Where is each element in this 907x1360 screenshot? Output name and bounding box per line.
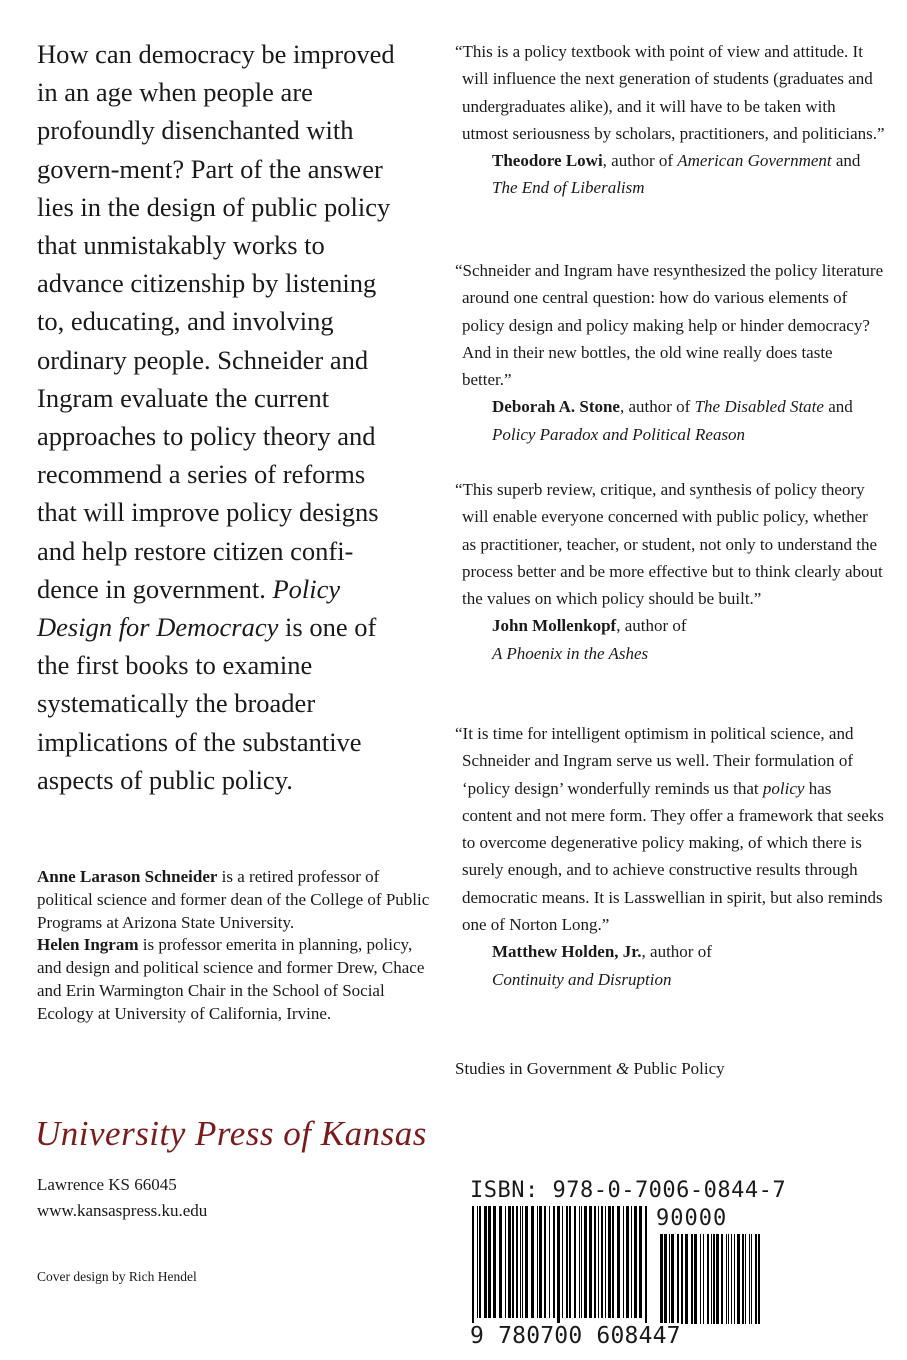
barcode-addon-bar bbox=[742, 1234, 744, 1324]
barcode-bar bbox=[634, 1206, 637, 1318]
barcode-addon-bar bbox=[716, 1234, 719, 1324]
author-bio bbox=[37, 934, 437, 1025]
publisher-url: www.kansaspress.ku.edu bbox=[37, 1201, 208, 1220]
endorser-work: The Disabled State bbox=[694, 397, 824, 417]
endorsement-quote bbox=[455, 257, 885, 448]
barcode-icon bbox=[470, 1206, 770, 1326]
addon-number: 90000 bbox=[656, 1206, 728, 1231]
series-text: Public Policy bbox=[629, 1059, 725, 1078]
barcode-addon-bar bbox=[703, 1234, 704, 1324]
barcode-bar bbox=[516, 1206, 518, 1318]
barcode-bar bbox=[645, 1206, 647, 1324]
endorser-work: Policy Paradox and Political Reason bbox=[492, 424, 746, 444]
endorsement-quote bbox=[455, 476, 885, 667]
attribution-text: , author of bbox=[602, 151, 678, 171]
quote-text: “This superb review, critique, and synthesis of policy theory will enable everyone concerned with public policy, whether as practitioner, teacher, or student, not only to understand the process better and be more effective but to think clearly about the values on which policy should be built.” bbox=[455, 480, 883, 609]
barcode-bar bbox=[594, 1206, 596, 1318]
barcode-addon-bar bbox=[685, 1234, 688, 1324]
author-name: Anne Larason Schneider bbox=[37, 867, 218, 886]
barcode-bar bbox=[522, 1206, 523, 1318]
barcode-addon-bar bbox=[677, 1234, 679, 1324]
barcode-addon-bar bbox=[734, 1234, 735, 1324]
barcode-bar bbox=[537, 1206, 538, 1318]
author-bio-text: is professor emerita in planning, policy, and design and political science and former Drew, Chace and Erin Warmington Chair in the School of Social Ecology at University of California, Irvine. bbox=[37, 935, 425, 1023]
barcode-bar bbox=[493, 1206, 496, 1318]
attribution-text: and bbox=[823, 397, 853, 417]
publisher-address bbox=[37, 1172, 207, 1224]
barcode-bar bbox=[569, 1206, 571, 1318]
attribution-text: , author of bbox=[616, 616, 687, 636]
barcode-addon-bar bbox=[728, 1234, 729, 1324]
barcode-addon-bar bbox=[758, 1234, 760, 1324]
barcode-bar bbox=[626, 1206, 629, 1318]
barcode-bar bbox=[499, 1206, 502, 1318]
barcode-bar bbox=[605, 1206, 606, 1318]
endorser-name: Matthew Holden, Jr. bbox=[492, 942, 642, 962]
endorser-name: Deborah A. Stone bbox=[492, 397, 620, 417]
quote-attribution bbox=[455, 938, 885, 993]
blurb-paragraph bbox=[37, 35, 405, 799]
barcode-bar bbox=[553, 1206, 555, 1318]
publisher-city: Lawrence KS 66045 bbox=[37, 1175, 177, 1194]
barcode-bar bbox=[623, 1206, 624, 1318]
isbn-label: ISBN: 978-0-7006-0844-7 bbox=[470, 1178, 787, 1203]
author-name: Helen Ingram bbox=[37, 935, 139, 955]
barcode-addon-bar bbox=[749, 1234, 750, 1324]
barcode-bar bbox=[477, 1206, 478, 1318]
author-bio-text: is a retired professor of political science and former dean of the College of Public Programs at Arizona State University. bbox=[37, 867, 430, 932]
barcode-bar bbox=[566, 1206, 568, 1318]
barcode-bar bbox=[631, 1206, 632, 1318]
barcode-addon-bar bbox=[713, 1234, 715, 1324]
attribution-text: , author of bbox=[641, 942, 712, 962]
barcode-bar bbox=[584, 1206, 587, 1318]
barcode-bar bbox=[544, 1206, 546, 1318]
barcode-bar bbox=[557, 1206, 560, 1324]
barcode-addon-bar bbox=[755, 1234, 757, 1324]
endorser-work: The End of Liberalism bbox=[492, 178, 645, 198]
book-title: Policy Design for Democracy bbox=[37, 573, 341, 643]
barcode-addon-bar bbox=[745, 1234, 746, 1324]
cover-design-credit: Cover design by Rich Hendel bbox=[37, 1269, 197, 1284]
barcode-bar bbox=[539, 1206, 542, 1318]
barcode-addon-bar bbox=[671, 1234, 674, 1324]
quote-text-b: has content and not mere form. They offer a framework that seeks to overcome degenerative policy making, of which there is surely enough, and to achieve constructive results through democratic means. It is Lasswellian in spirit, but also reminds one of Norton Long.” bbox=[462, 778, 884, 935]
barcode-bar bbox=[472, 1206, 474, 1324]
barcode-bar bbox=[484, 1206, 487, 1318]
barcode-bar bbox=[612, 1206, 614, 1318]
barcode-bar bbox=[601, 1206, 603, 1318]
publisher-logo: University Press of Kansas bbox=[35, 1114, 427, 1153]
endorsement-quote bbox=[455, 38, 885, 202]
barcode-addon-bar bbox=[751, 1234, 752, 1324]
barcode-bar bbox=[562, 1206, 563, 1318]
endorser-work: Continuity and Disruption bbox=[492, 969, 672, 989]
barcode-bar bbox=[574, 1206, 576, 1318]
endorser-name: John Mollenkopf bbox=[492, 616, 617, 636]
series-ampersand: & bbox=[616, 1059, 630, 1078]
barcode-addon-bar bbox=[669, 1234, 670, 1324]
endorsement-quote bbox=[455, 720, 885, 993]
quote-text-a: “It is time for intelligent optimism in political science, and Schneider and Ingram serve us well. Their formulation of ‘policy design’ wonderfully reminds us that bbox=[455, 724, 854, 798]
barcode-addon-bar bbox=[700, 1234, 701, 1324]
barcode-bar bbox=[512, 1206, 514, 1318]
author-bios bbox=[37, 866, 437, 1026]
barcode-bar bbox=[639, 1206, 642, 1318]
barcode-bar bbox=[598, 1206, 599, 1318]
barcode-bar bbox=[589, 1206, 592, 1318]
blurb-text: How can democracy be improved in an age when people are profoundly disenchanted with govern-ment? Part of the answer lies in the design of public policy that unmistakably works to advance citizenship by listening to, educating, and involving ordinary people. Schneider and Ingram evaluate the current approaches to policy theory and recommend a series of reforms that will improve policy designs and help restore citizen confi-dence in government. bbox=[37, 39, 395, 604]
quote-text: “Schneider and Ingram have resynthesized the policy literature around one central question: how do various elements of policy design and policy making help or hinder democracy? And in their new bottles, the old wine really does taste better.” bbox=[455, 261, 884, 390]
barcode-bar bbox=[488, 1206, 491, 1318]
barcode-bar bbox=[608, 1206, 611, 1318]
isbn-barcode bbox=[470, 1178, 787, 1353]
quote-text bbox=[455, 720, 885, 938]
barcode-bar bbox=[531, 1206, 534, 1318]
barcode-bar bbox=[549, 1206, 550, 1318]
barcode-addon-bar bbox=[681, 1234, 683, 1324]
barcode-addon-bar bbox=[694, 1234, 697, 1324]
ean-number: 9 780700 608447 bbox=[470, 1323, 681, 1349]
barcode-bar bbox=[505, 1206, 506, 1318]
quote-attribution bbox=[455, 147, 885, 202]
barcode-bar bbox=[579, 1206, 580, 1318]
series-text: Studies in Government bbox=[455, 1059, 617, 1078]
barcode-addon-bar bbox=[711, 1234, 712, 1324]
series-name bbox=[455, 1055, 725, 1082]
barcode-bar bbox=[581, 1206, 582, 1318]
endorser-work: American Government bbox=[677, 151, 832, 171]
barcode-addon-bar bbox=[731, 1234, 732, 1324]
quote-emphasis: policy bbox=[762, 778, 805, 798]
barcode-addon-bar bbox=[691, 1234, 693, 1324]
barcode-addon-bar bbox=[664, 1234, 667, 1324]
barcode-addon-bar bbox=[737, 1234, 740, 1324]
back-cover-blurb bbox=[37, 35, 405, 799]
barcode-bar bbox=[508, 1206, 511, 1318]
barcode-addon-bar bbox=[726, 1234, 727, 1324]
quote-attribution bbox=[455, 393, 885, 448]
barcode-addon-bar bbox=[707, 1234, 709, 1324]
endorser-work: A Phoenix in the Ashes bbox=[492, 643, 649, 663]
barcode-addon-bar bbox=[660, 1234, 663, 1324]
barcode-bar bbox=[617, 1206, 620, 1318]
barcode-bar bbox=[520, 1206, 521, 1318]
attribution-text: and bbox=[831, 151, 861, 171]
blurb-text-end: is one of the first books to examine systematically the broader implications of the substantive aspects of public policy. bbox=[37, 612, 377, 795]
quote-attribution bbox=[455, 612, 885, 667]
barcode-addon-bar bbox=[721, 1234, 723, 1324]
barcode-bar bbox=[525, 1206, 528, 1318]
endorser-name: Theodore Lowi bbox=[492, 151, 603, 171]
attribution-text: , author of bbox=[619, 397, 695, 417]
quote-text: “This is a policy textbook with point of view and attitude. It will influence the next generation of students (graduates and undergraduates alike), and it will have to be taken with utmost seriousness by scholars, practitioners, and politicians.” bbox=[455, 42, 885, 143]
author-bio bbox=[37, 866, 437, 934]
barcode-bar bbox=[479, 1206, 481, 1318]
